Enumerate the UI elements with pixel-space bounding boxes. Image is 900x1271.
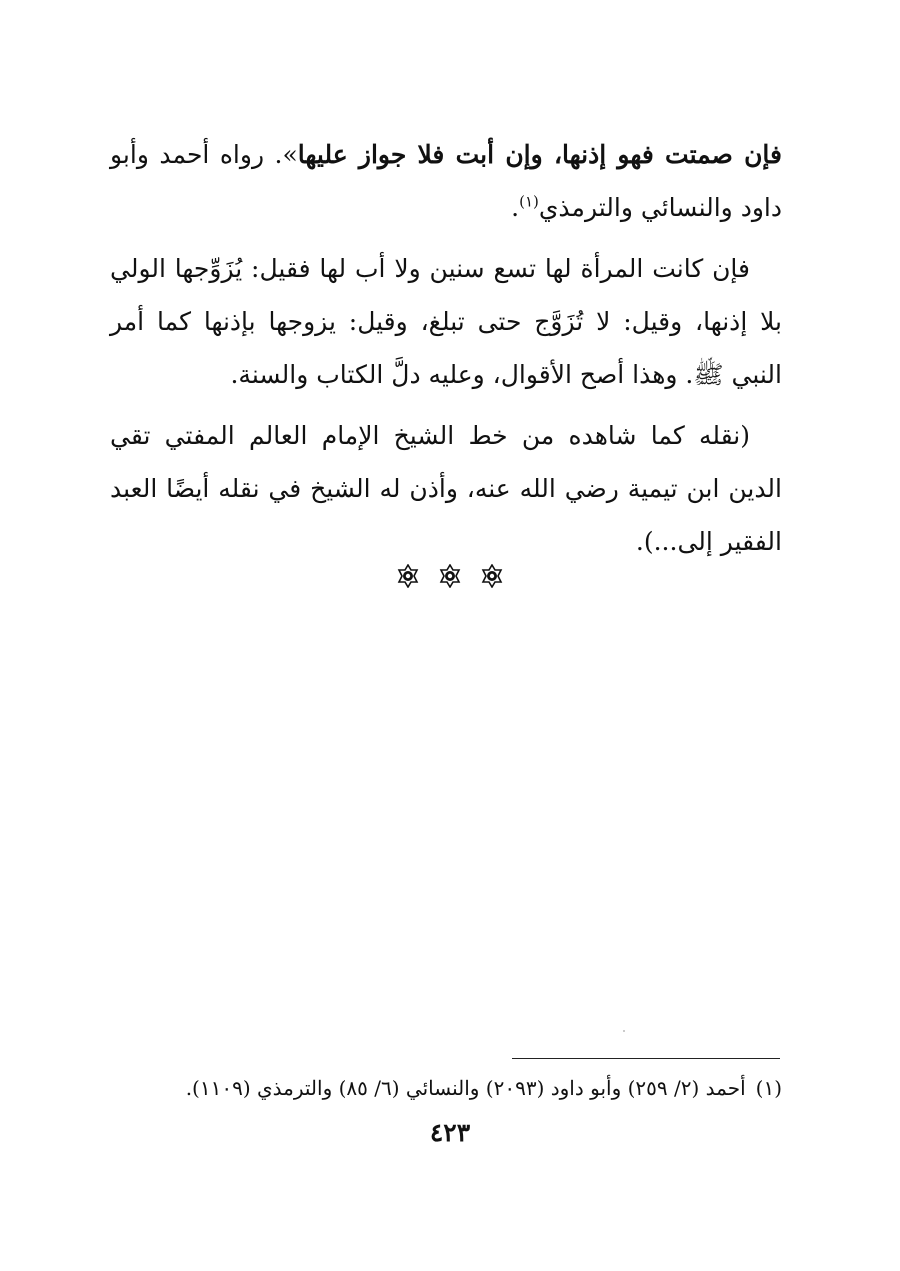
ornamental-flower-icon xyxy=(480,564,504,588)
hadith-quote: فإن صمتت فهو إذنها، وإن أبت فلا جواز عليها xyxy=(297,140,783,169)
ornamental-flower-icon xyxy=(396,564,420,588)
ornamental-flower-icon xyxy=(438,564,462,588)
paragraph-1-end: . xyxy=(511,193,520,222)
scan-speck xyxy=(623,1030,625,1032)
section-divider xyxy=(0,560,900,592)
footnote-number: (١) xyxy=(755,1076,782,1100)
paragraph-2: فإن كانت المرأة لها تسع سنين ولا أب لها فقيل: يُزَوِّجها الولي بلا إذنها، وقيل: لا تُزَوَّج حتى تبلغ، وقيل: يزوجها بإذنها كما أمر النبي ﷺ. وهذا أصح الأقوال، وعليه دلَّ الكتاب والسنة. xyxy=(110,254,782,389)
page-number: ٤٢٣ xyxy=(429,1118,471,1147)
paragraph-1 xyxy=(110,128,782,234)
hadith-attribution: ». رواه أحمد وأبو داود والنسائي والترمذي xyxy=(110,140,782,222)
footnote-marker: (١) xyxy=(519,192,539,211)
main-text xyxy=(110,128,782,576)
footnote-text: أحمد (٢/ ٢٥٩) وأبو داود (٢٠٩٣) والنسائي (٦/ ٨٥) والترمذي (١١٠٩). xyxy=(185,1076,746,1100)
footnote-separator xyxy=(512,1058,780,1059)
paragraph-3: (نقله كما شاهده من خط الشيخ الإمام العالم المفتي تقي الدين ابن تيمية رضي الله عنه، وأذن له الشيخ في نقله أيضًا العبد الفقير إلى...). xyxy=(110,421,782,556)
footnote xyxy=(110,1072,782,1104)
